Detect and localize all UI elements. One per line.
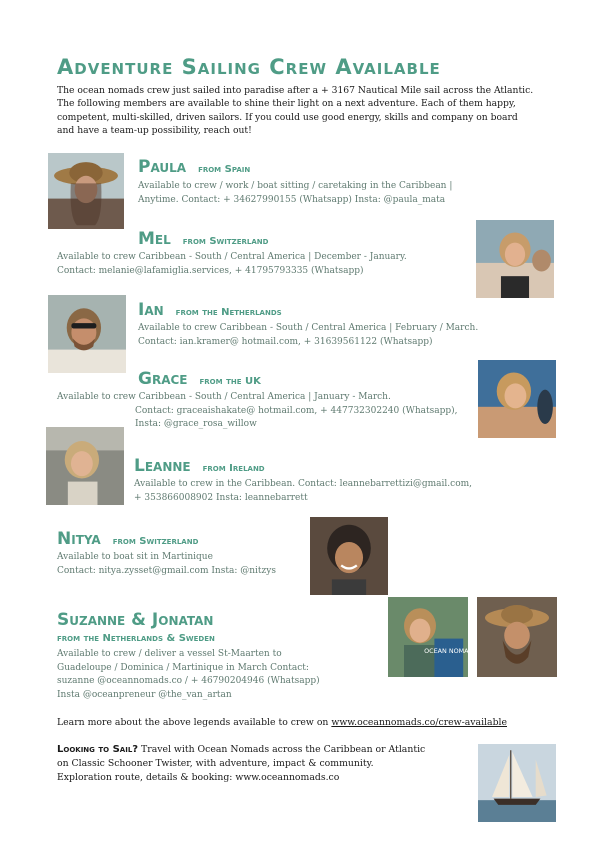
footer-block bbox=[57, 743, 425, 785]
grace-line-2: Contact: graceaishakate@ hotmail.com, + 447732302240 (Whatsapp), bbox=[135, 405, 458, 416]
nitya-line-2: Contact: nitya.zysset@gmail.com Insta: @nitzys bbox=[57, 565, 276, 576]
mel-photo bbox=[476, 220, 554, 298]
schooner-image bbox=[478, 744, 556, 822]
leanne-details bbox=[134, 478, 472, 505]
grace-name bbox=[138, 369, 261, 389]
paula-name-text: Paula bbox=[138, 157, 187, 177]
suzanne-jonatan-details bbox=[57, 648, 320, 702]
footer-line-1-text: Travel with Ocean Nomads across the Caribbean or Atlantic bbox=[138, 744, 426, 755]
mel-portrait-image bbox=[476, 220, 554, 298]
paula-line-2: Anytime. Contact: + 34627990155 (Whatsapp) Insta: @paula_mata bbox=[138, 194, 446, 205]
ian-portrait-image bbox=[48, 295, 126, 373]
mel-origin: from Switzerland bbox=[182, 236, 269, 247]
crew-available-link[interactable]: www.oceannomads.co/crew-available bbox=[331, 717, 507, 728]
paula-photo bbox=[48, 153, 124, 229]
suzanne-line-3: suzanne @oceannomads.co / + 46790204946 (Whatsapp) bbox=[57, 676, 320, 686]
suzanne-line-4: Insta @oceanpreneur @the_van_artan bbox=[57, 689, 232, 700]
suzanne-portrait-image bbox=[388, 597, 474, 677]
leanne-origin: from Ireland bbox=[202, 463, 265, 474]
leanne-name-text: Leanne bbox=[134, 456, 191, 476]
ian-name bbox=[138, 300, 282, 320]
intro-paragraph: The ocean nomads crew just sailed into paradise after a + 3167 Nautical Mile sail across the Atlantic. The following members are available to shine their light on a next adventure. Each of them happy, competent, multi-skilled, driven sailors. If you could use good energy, skills and company on board and have a team-up possibility, reach out! bbox=[57, 85, 534, 136]
learn-more-line bbox=[57, 717, 507, 728]
suzanne-jonatan-origin: from the Netherlands & Sweden bbox=[57, 633, 215, 644]
ian-origin: from the Netherlands bbox=[175, 307, 282, 318]
paula-name bbox=[138, 157, 250, 177]
leanne-name bbox=[134, 456, 265, 476]
suzanne-photo bbox=[388, 597, 474, 677]
looking-to-sail-heading: Looking to Sail? bbox=[57, 744, 139, 755]
leanne-photo bbox=[46, 427, 124, 505]
ian-photo bbox=[48, 295, 126, 373]
grace-portrait-image bbox=[478, 360, 556, 438]
footer-line-2: on Classic Schooner Twister, with adventure, impact & community. bbox=[57, 758, 374, 769]
suzanne-jonatan-name: Suzanne & Jonatan bbox=[57, 610, 214, 630]
leanne-line-2: + 353866008902 Insta: leannebarrett bbox=[134, 492, 308, 503]
grace-details bbox=[57, 391, 458, 432]
ian-details bbox=[138, 322, 478, 349]
nitya-photo bbox=[310, 517, 388, 595]
footer-line-1 bbox=[57, 743, 425, 757]
nitya-details bbox=[57, 551, 276, 578]
grace-line-3: Insta: @grace_rosa_willow bbox=[135, 419, 257, 429]
mel-details bbox=[57, 251, 407, 278]
nitya-line-1: Available to boat sit in Martinique bbox=[57, 552, 213, 562]
schooner-photo bbox=[478, 744, 556, 822]
paula-line-1: Available to crew / work / boat sitting / caretaking in the Caribbean | bbox=[138, 181, 453, 191]
grace-line-1: Available to crew Caribbean - South / Central America | January - March. bbox=[57, 392, 391, 402]
grace-name-text: Grace bbox=[138, 369, 188, 389]
page-title: Adventure Sailing Crew Available bbox=[57, 55, 441, 79]
mel-line-2: Contact: melanie@lafamiglia.services, + 41795793335 (Whatsapp) bbox=[57, 265, 364, 276]
leanne-portrait-image bbox=[46, 427, 124, 505]
jonatan-photo bbox=[477, 597, 557, 677]
nitya-origin: from Switzerland bbox=[112, 536, 199, 547]
leanne-line-1: Available to crew in the Caribbean. Contact: leannebarrettizi@gmail.com, bbox=[134, 479, 473, 489]
book-cover-text: OCEAN NOMAD bbox=[424, 647, 474, 655]
grace-origin: from the UK bbox=[199, 376, 261, 387]
paula-portrait-image bbox=[48, 153, 124, 229]
jonatan-portrait-image bbox=[477, 597, 557, 677]
ian-line-1: Available to crew Caribbean - South / Central America | February / March. bbox=[138, 323, 479, 333]
mel-name-text: Mel bbox=[138, 229, 171, 249]
ian-name-text: Ian bbox=[138, 300, 164, 320]
suzanne-line-1: Available to crew / deliver a vessel St-Maarten to bbox=[57, 649, 282, 659]
nitya-portrait-image bbox=[310, 517, 388, 595]
grace-photo bbox=[478, 360, 556, 438]
mel-line-1: Available to crew Caribbean - South / Central America | December - January. bbox=[57, 252, 407, 262]
footer-line-3: Exploration route, details & booking: www.oceannomads.co bbox=[57, 772, 340, 783]
ian-line-2: Contact: ian.kramer@ hotmail.com, + 31639561122 (Whatsapp) bbox=[138, 336, 433, 347]
mel-name bbox=[138, 229, 268, 249]
nitya-name bbox=[57, 529, 198, 549]
paula-details bbox=[138, 180, 452, 207]
paula-origin: from Spain bbox=[198, 164, 251, 175]
nitya-name-text: Nitya bbox=[57, 529, 101, 549]
suzanne-line-2: Guadeloupe / Dominica / Martinique in March Contact: bbox=[57, 662, 309, 673]
learn-more-text: Learn more about the above legends available to crew on bbox=[57, 717, 332, 728]
